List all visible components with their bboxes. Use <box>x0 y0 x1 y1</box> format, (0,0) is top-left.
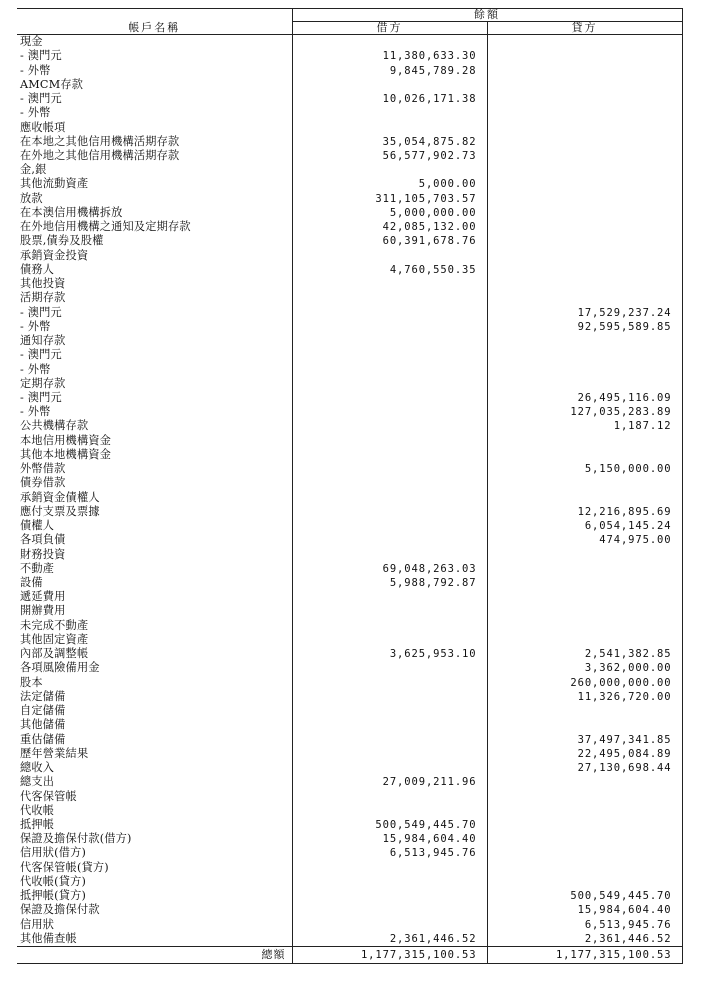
debit-cell <box>292 875 487 889</box>
account-name-cell: 不動產 <box>20 561 55 575</box>
table-row <box>17 889 682 903</box>
credit-cell: 11,326,720.00 <box>487 690 682 704</box>
account-name-cell: 債權人 <box>20 519 55 533</box>
debit-cell: 56,577,902.73 <box>292 149 487 163</box>
debit-cell: 35,054,875.82 <box>292 135 487 149</box>
account-name-cell: - 澳門元 <box>20 348 62 362</box>
table-row <box>17 732 682 746</box>
credit-cell: 2,541,382.85 <box>487 647 682 661</box>
table-row <box>17 120 682 134</box>
credit-cell <box>487 92 682 106</box>
table-row <box>17 405 682 419</box>
table-row <box>17 234 682 248</box>
debit-cell <box>292 106 487 120</box>
credit-cell <box>487 818 682 832</box>
account-name-cell: 定期存款 <box>20 376 66 390</box>
debit-cell <box>292 377 487 391</box>
account-name-cell: 其他流動資產 <box>20 177 89 191</box>
credit-cell <box>487 775 682 789</box>
totals-debit: 1,177,315,100.53 <box>292 947 487 964</box>
table-row <box>17 35 682 50</box>
debit-cell <box>292 676 487 690</box>
account-name-cell: 各項風險備用金 <box>20 661 100 675</box>
table-row <box>17 604 682 618</box>
credit-cell: 15,984,604.40 <box>487 903 682 917</box>
table-row <box>17 249 682 263</box>
account-name-cell: 財務投資 <box>20 547 66 561</box>
debit-cell: 11,380,633.30 <box>292 49 487 63</box>
credit-cell <box>487 846 682 860</box>
debit-cell <box>292 334 487 348</box>
account-name-cell: 抵押帳(貸方) <box>20 889 87 903</box>
account-name-cell: - 澳門元 <box>20 49 62 63</box>
account-name-cell: 各項負債 <box>20 533 66 547</box>
debit-cell: 27,009,211.96 <box>292 775 487 789</box>
credit-cell <box>487 619 682 633</box>
credit-cell <box>487 875 682 889</box>
debit-cell <box>292 405 487 419</box>
debit-cell <box>292 547 487 561</box>
table-row <box>17 932 682 947</box>
credit-cell <box>487 362 682 376</box>
table-row <box>17 690 682 704</box>
debit-cell <box>292 462 487 476</box>
credit-cell <box>487 476 682 490</box>
debit-cell <box>292 704 487 718</box>
credit-cell <box>487 63 682 77</box>
credit-cell: 27,130,698.44 <box>487 761 682 775</box>
debit-cell <box>292 533 487 547</box>
table-row <box>17 661 682 675</box>
account-name-cell: 歷年營業結果 <box>20 746 89 760</box>
credit-cell <box>487 547 682 561</box>
debit-cell: 2,361,446.52 <box>292 932 487 947</box>
credit-cell <box>487 633 682 647</box>
credit-cell <box>487 448 682 462</box>
account-name-cell: 保證及擔保付款 <box>20 903 100 917</box>
table-row <box>17 747 682 761</box>
debit-cell: 42,085,132.00 <box>292 220 487 234</box>
table-row <box>17 206 682 220</box>
account-name-cell: - 澳門元 <box>20 92 62 106</box>
credit-header: 貸方 <box>487 22 682 35</box>
table-row <box>17 434 682 448</box>
debit-cell: 6,513,945.76 <box>292 846 487 860</box>
credit-cell <box>487 604 682 618</box>
account-name-cell: 抵押帳 <box>20 818 55 831</box>
credit-cell: 17,529,237.24 <box>487 305 682 319</box>
table-row <box>17 676 682 690</box>
debit-cell <box>292 804 487 818</box>
debit-cell <box>292 604 487 618</box>
credit-cell <box>487 576 682 590</box>
table-row <box>17 789 682 803</box>
debit-cell <box>292 861 487 875</box>
table-row <box>17 192 682 206</box>
table-row <box>17 177 682 191</box>
account-name-cell: 其他本地機構資金 <box>20 447 112 461</box>
account-name-cell: 信用狀(借方) <box>20 846 87 860</box>
debit-cell: 500,549,445.70 <box>292 818 487 832</box>
table-row <box>17 263 682 277</box>
account-name-cell: 通知存款 <box>20 334 66 348</box>
credit-cell <box>487 562 682 576</box>
debit-cell: 3,625,953.10 <box>292 647 487 661</box>
credit-cell <box>487 491 682 505</box>
balance-group-header: 餘額 <box>292 9 682 22</box>
credit-cell <box>487 35 682 50</box>
table-row <box>17 291 682 305</box>
credit-cell <box>487 434 682 448</box>
credit-cell <box>487 718 682 732</box>
account-name-cell: AMCM存款 <box>20 77 84 91</box>
credit-cell: 260,000,000.00 <box>487 676 682 690</box>
debit-cell <box>292 590 487 604</box>
account-name-cell: 代客保管帳(貸方) <box>20 860 109 874</box>
account-name-cell: 總收入 <box>20 761 55 775</box>
account-name-cell: 遞延費用 <box>20 590 66 604</box>
table-row <box>17 590 682 604</box>
account-name-cell: - 外幣 <box>20 106 51 120</box>
debit-cell <box>292 690 487 704</box>
table-row <box>17 875 682 889</box>
debit-header: 借方 <box>292 22 487 35</box>
table-row <box>17 277 682 291</box>
debit-cell <box>292 732 487 746</box>
table-row <box>17 334 682 348</box>
account-name-cell: 股票,債券及股權 <box>20 234 104 248</box>
table-row <box>17 704 682 718</box>
account-name-cell: 自定儲備 <box>20 704 66 718</box>
credit-cell <box>487 177 682 191</box>
debit-cell <box>292 291 487 305</box>
account-name-cell: 法定儲備 <box>20 689 66 703</box>
credit-cell: 6,513,945.76 <box>487 918 682 932</box>
table-row <box>17 533 682 547</box>
account-name-cell: 活期存款 <box>20 291 66 305</box>
account-name-cell: 在本澳信用機構拆放 <box>20 205 123 219</box>
account-name-cell: 內部及調整帳 <box>20 647 89 661</box>
table-row <box>17 419 682 433</box>
debit-cell <box>292 78 487 92</box>
table-row <box>17 391 682 405</box>
debit-cell <box>292 163 487 177</box>
credit-cell: 1,187.12 <box>487 419 682 433</box>
credit-cell: 474,975.00 <box>487 533 682 547</box>
account-name-cell: 在本地之其他信用機構活期存款 <box>20 134 180 148</box>
debit-cell <box>292 789 487 803</box>
table-row <box>17 448 682 462</box>
table-row <box>17 562 682 576</box>
credit-cell: 2,361,446.52 <box>487 932 682 947</box>
table-row <box>17 362 682 376</box>
credit-cell: 22,495,084.89 <box>487 747 682 761</box>
table-row <box>17 619 682 633</box>
debit-cell <box>292 391 487 405</box>
table-row <box>17 861 682 875</box>
table-row <box>17 135 682 149</box>
account-name-cell: 其他投資 <box>20 277 66 291</box>
table-row <box>17 718 682 732</box>
credit-cell <box>487 135 682 149</box>
credit-cell: 37,497,341.85 <box>487 732 682 746</box>
debit-cell <box>292 519 487 533</box>
debit-cell: 5,000,000.00 <box>292 206 487 220</box>
credit-cell: 127,035,283.89 <box>487 405 682 419</box>
table-row <box>17 761 682 775</box>
debit-cell <box>292 918 487 932</box>
table-row <box>17 49 682 63</box>
debit-cell <box>292 491 487 505</box>
credit-cell <box>487 291 682 305</box>
table-row <box>17 491 682 505</box>
debit-cell: 10,026,171.38 <box>292 92 487 106</box>
credit-cell <box>487 106 682 120</box>
account-name-cell: 開辦費用 <box>20 604 66 618</box>
account-name-cell: 信用狀 <box>20 917 55 931</box>
account-name-cell: - 外幣 <box>20 362 51 376</box>
account-name-cell: 承銷資金債權人 <box>20 490 100 504</box>
debit-cell <box>292 348 487 362</box>
table-row <box>17 804 682 818</box>
totals-row <box>17 947 682 964</box>
table-row <box>17 775 682 789</box>
debit-cell <box>292 747 487 761</box>
account-name-header: 帳戶名稱 <box>17 22 292 35</box>
credit-cell <box>487 249 682 263</box>
credit-cell <box>487 832 682 846</box>
table-row <box>17 547 682 561</box>
account-name-cell: 本地信用機構資金 <box>20 433 112 447</box>
debit-cell <box>292 476 487 490</box>
account-name-cell: 公共機構存款 <box>20 419 89 433</box>
debit-cell <box>292 277 487 291</box>
debit-cell <box>292 362 487 376</box>
table-row <box>17 576 682 590</box>
credit-cell <box>487 804 682 818</box>
credit-cell <box>487 234 682 248</box>
account-name-cell: - 外幣 <box>20 405 51 419</box>
debit-cell: 60,391,678.76 <box>292 234 487 248</box>
credit-cell <box>487 704 682 718</box>
credit-cell: 26,495,116.09 <box>487 391 682 405</box>
debit-cell <box>292 761 487 775</box>
credit-cell: 5,150,000.00 <box>487 462 682 476</box>
debit-cell <box>292 249 487 263</box>
table-row <box>17 519 682 533</box>
account-name-cell: - 澳門元 <box>20 305 62 319</box>
debit-cell <box>292 419 487 433</box>
account-name-cell: 金,銀 <box>20 163 47 177</box>
trial-balance-sheet <box>17 8 682 964</box>
debit-cell: 69,048,263.03 <box>292 562 487 576</box>
account-name-cell: - 外幣 <box>20 319 51 333</box>
debit-cell: 5,000.00 <box>292 177 487 191</box>
table-row <box>17 78 682 92</box>
table-row <box>17 476 682 490</box>
header-blank-cell <box>17 9 292 22</box>
totals-label: 總額 <box>17 947 292 964</box>
table-row <box>17 918 682 932</box>
account-name-cell: 應收帳項 <box>20 120 66 134</box>
debit-cell: 5,988,792.87 <box>292 576 487 590</box>
credit-cell <box>487 149 682 163</box>
totals-credit: 1,177,315,100.53 <box>487 947 682 964</box>
table-row <box>17 647 682 661</box>
credit-cell <box>487 163 682 177</box>
credit-cell <box>487 789 682 803</box>
table-row <box>17 846 682 860</box>
account-name-cell: 外幣借款 <box>20 462 66 476</box>
credit-cell <box>487 861 682 875</box>
credit-cell <box>487 263 682 277</box>
table-row <box>17 163 682 177</box>
table-row <box>17 818 682 832</box>
credit-cell <box>487 348 682 362</box>
account-name-cell: 設備 <box>20 576 43 590</box>
debit-cell <box>292 35 487 50</box>
account-name-cell: 保證及擔保付款(借方) <box>20 832 132 846</box>
credit-cell <box>487 590 682 604</box>
table-row <box>17 462 682 476</box>
account-name-cell: - 外幣 <box>20 63 51 77</box>
account-name-cell: 現金 <box>20 35 43 49</box>
debit-cell <box>292 120 487 134</box>
account-name-cell: 在外地之其他信用機構活期存款 <box>20 148 180 162</box>
debit-cell <box>292 434 487 448</box>
table-footer <box>17 947 682 964</box>
credit-cell <box>487 220 682 234</box>
table-row <box>17 220 682 234</box>
debit-cell <box>292 903 487 917</box>
debit-cell <box>292 718 487 732</box>
debit-cell <box>292 889 487 903</box>
account-name-cell: 在外地信用機構之通知及定期存款 <box>20 220 191 234</box>
debit-cell <box>292 619 487 633</box>
account-name-cell: 代收帳(貸方) <box>20 874 87 888</box>
credit-cell: 3,362,000.00 <box>487 661 682 675</box>
credit-cell <box>487 120 682 134</box>
credit-cell <box>487 49 682 63</box>
table-row <box>17 903 682 917</box>
debit-cell <box>292 320 487 334</box>
table-row <box>17 63 682 77</box>
account-name-cell: 其他固定資產 <box>20 632 89 646</box>
credit-cell <box>487 206 682 220</box>
credit-cell: 500,549,445.70 <box>487 889 682 903</box>
table-row <box>17 832 682 846</box>
credit-cell <box>487 377 682 391</box>
table-row <box>17 305 682 319</box>
account-name-cell: 未完成不動產 <box>20 618 89 632</box>
account-name-cell: - 澳門元 <box>20 390 62 404</box>
credit-cell <box>487 277 682 291</box>
debit-cell: 9,845,789.28 <box>292 63 487 77</box>
table-row <box>17 377 682 391</box>
account-name-cell: 代收帳 <box>20 803 55 817</box>
table-row <box>17 633 682 647</box>
account-name-cell: 應付支票及票據 <box>20 504 100 518</box>
account-name-cell: 債券借款 <box>20 476 66 490</box>
account-name-cell: 代客保管帳 <box>20 789 77 803</box>
credit-cell <box>487 192 682 206</box>
table-row <box>17 505 682 519</box>
debit-cell: 311,105,703.57 <box>292 192 487 206</box>
debit-cell: 15,984,604.40 <box>292 832 487 846</box>
account-name-cell: 總支出 <box>20 775 55 789</box>
debit-cell <box>292 633 487 647</box>
debit-cell <box>292 448 487 462</box>
table-row <box>17 92 682 106</box>
account-name-cell: 其他儲備 <box>20 718 66 732</box>
debit-cell <box>292 505 487 519</box>
trial-balance-table <box>17 8 683 964</box>
account-name-cell: 承銷資金投資 <box>20 248 89 262</box>
table-row <box>17 348 682 362</box>
credit-cell: 12,216,895.69 <box>487 505 682 519</box>
table-row <box>17 149 682 163</box>
account-name-cell: 股本 <box>20 675 43 689</box>
account-name-cell: 債務人 <box>20 262 55 276</box>
credit-cell: 6,054,145.24 <box>487 519 682 533</box>
credit-cell <box>487 334 682 348</box>
account-name-cell: 重估儲備 <box>20 732 66 746</box>
credit-cell <box>487 78 682 92</box>
account-name-cell: 放款 <box>20 191 43 205</box>
debit-cell <box>292 305 487 319</box>
credit-cell: 92,595,589.85 <box>487 320 682 334</box>
debit-cell: 4,760,550.35 <box>292 263 487 277</box>
table-row <box>17 320 682 334</box>
debit-cell <box>292 661 487 675</box>
table-row <box>17 106 682 120</box>
table-header <box>17 9 682 35</box>
account-name-cell: 其他備查帳 <box>20 931 77 945</box>
table-body <box>17 35 682 947</box>
